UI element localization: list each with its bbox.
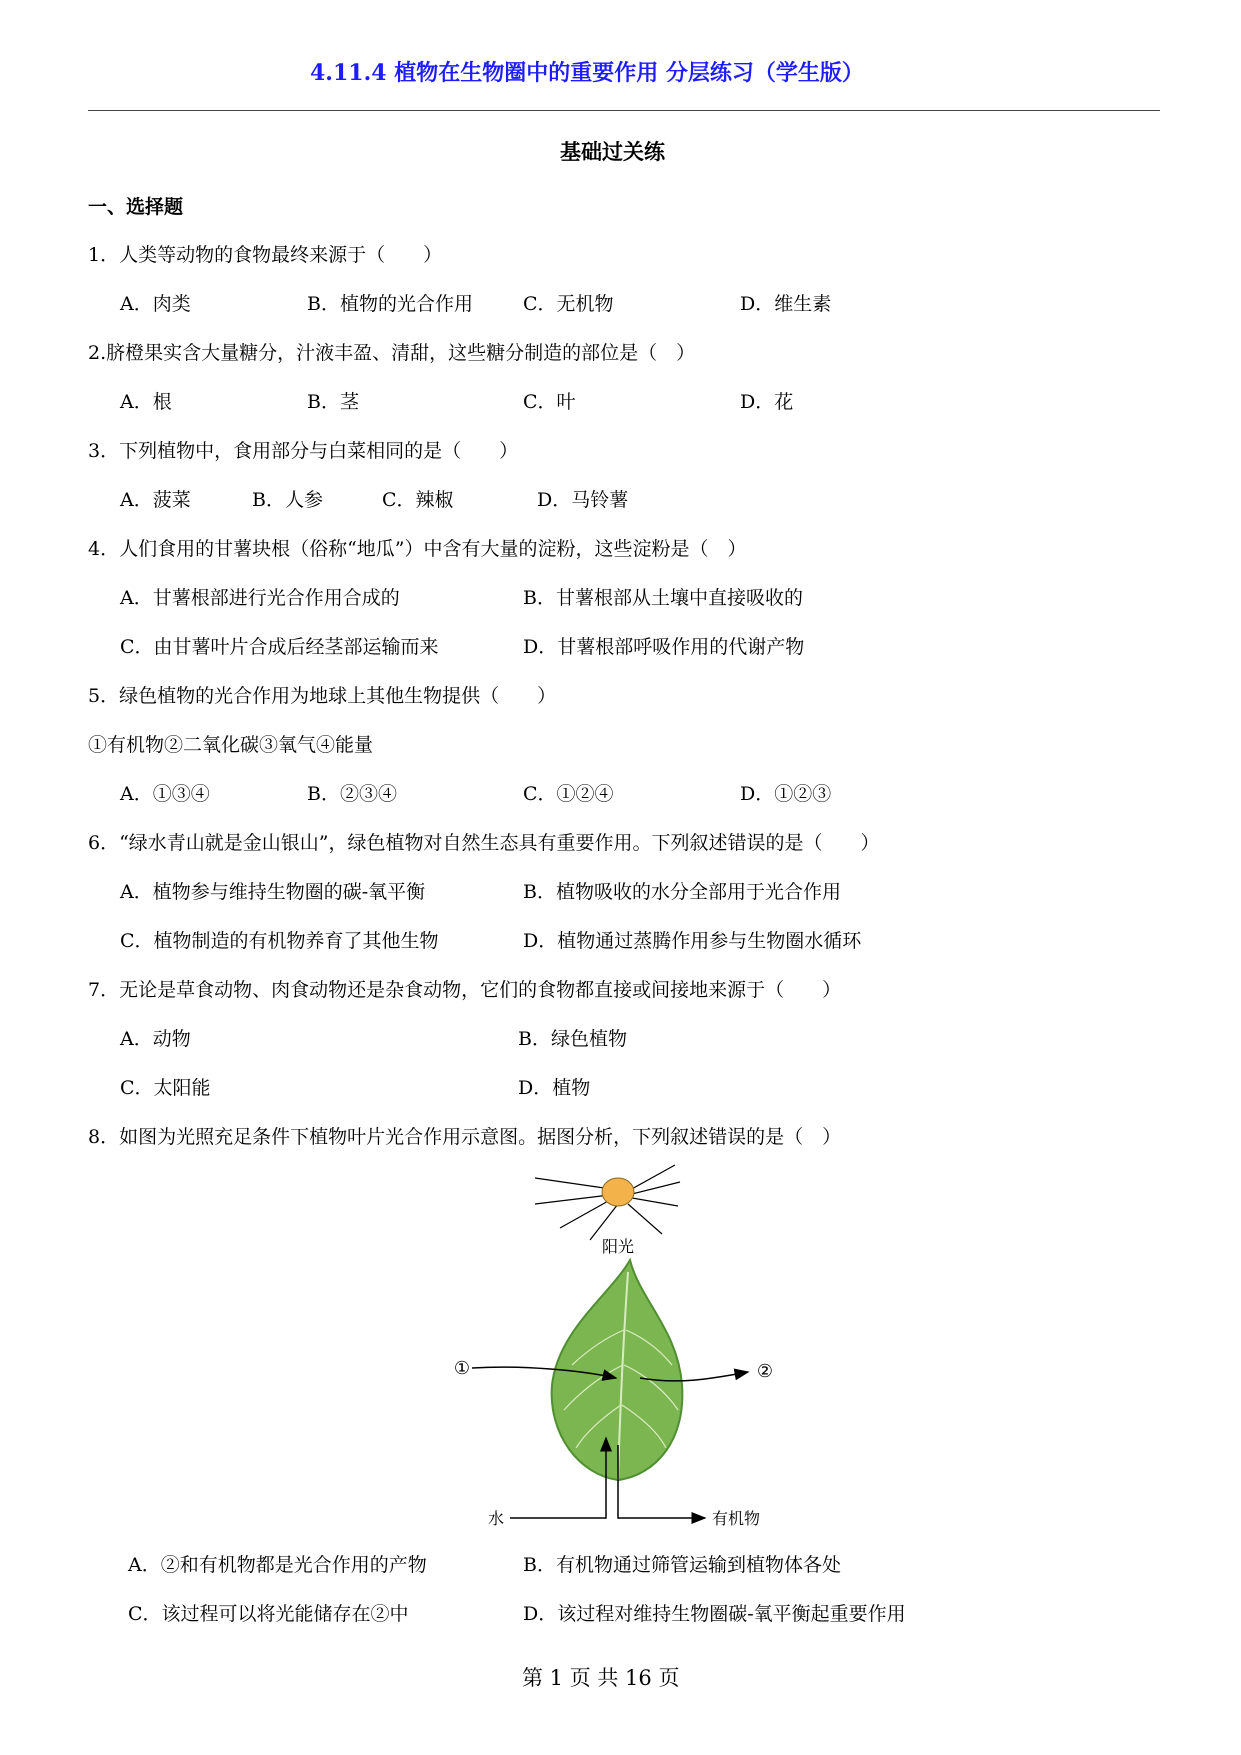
input-label: ① [453, 1358, 471, 1379]
leaf-icon [552, 1260, 683, 1480]
question-8-option-b[interactable]: B．有机物通过筛管运输到植物体各处 [523, 1554, 841, 1576]
question-7-option-a[interactable]: A．动物 [120, 1028, 191, 1050]
question-6-option-a[interactable]: A．植物参与维持生物圈的碳-氧平衡 [120, 881, 426, 903]
question-6-option-b[interactable]: B．植物吸收的水分全部用于光合作用 [523, 881, 841, 903]
question-5-option-b[interactable]: B．②③④ [307, 783, 397, 805]
question-6-option-d[interactable]: D．植物通过蒸腾作用参与生物圈水循环 [523, 930, 862, 952]
question-3-option-c[interactable]: C．辣椒 [382, 489, 454, 511]
document-title: 4.11.4 植物在生物圈中的重要作用 分层练习（学生版） [310, 60, 864, 86]
question-5-option-c[interactable]: C．①②④ [523, 783, 614, 805]
question-3-option-d[interactable]: D．马铃薯 [537, 489, 629, 511]
question-7-option-b[interactable]: B．绿色植物 [518, 1028, 627, 1050]
question-1-option-a[interactable]: A．肉类 [120, 293, 191, 315]
question-4-option-c[interactable]: C．由甘薯叶片合成后经茎部运输而来 [120, 636, 439, 658]
question-8-stem: 8．如图为光照充足条件下植物叶片光合作用示意图。据图分析，下列叙述错误的是（ ） [88, 1126, 842, 1148]
organic-label: 有机物 [712, 1509, 761, 1528]
output-label: ② [756, 1361, 774, 1382]
photosynthesis-figure [440, 1160, 800, 1540]
question-8-option-a[interactable]: A．②和有机物都是光合作用的产物 [128, 1554, 427, 1576]
question-7-option-c[interactable]: C．太阳能 [120, 1077, 211, 1099]
question-1-stem: 1．人类等动物的食物最终来源于（ ） [88, 244, 443, 266]
question-2-option-b[interactable]: B．茎 [307, 391, 359, 413]
question-2-stem: 2.脐橙果实含大量糖分，汁液丰盈、清甜，这些糖分制造的部位是（ ） [88, 342, 696, 364]
question-4-option-a[interactable]: A．甘薯根部进行光合作用合成的 [120, 587, 400, 609]
question-1-option-d[interactable]: D．维生素 [740, 293, 832, 315]
part-heading: 一、选择题 [88, 196, 184, 218]
question-1-option-b[interactable]: B．植物的光合作用 [307, 293, 473, 315]
question-4-stem: 4．人们食用的甘薯块根（俗称“地瓜”）中含有大量的淀粉，这些淀粉是（ ） [88, 538, 747, 560]
question-5-option-a[interactable]: A．①③④ [120, 783, 210, 805]
question-3-option-a[interactable]: A．菠菜 [120, 489, 191, 511]
question-4-option-d[interactable]: D．甘薯根部呼吸作用的代谢产物 [523, 636, 805, 658]
question-3-option-b[interactable]: B．人参 [252, 489, 323, 511]
question-6-stem: 6．“绿水青山就是金山银山”，绿色植物对自然生态具有重要作用。下列叙述错误的是（ ） [88, 832, 880, 854]
question-2-option-c[interactable]: C．叶 [523, 391, 576, 413]
question-8-option-d[interactable]: D．该过程对维持生物圈碳-氧平衡起重要作用 [523, 1603, 906, 1625]
question-2-option-d[interactable]: D．花 [740, 391, 794, 413]
question-7-stem: 7．无论是草食动物、肉食动物还是杂食动物，它们的食物都直接或间接地来源于（ ） [88, 979, 842, 1001]
question-5-option-d[interactable]: D．①②③ [740, 783, 832, 805]
sun-icon [535, 1165, 680, 1240]
water-label: 水 [487, 1509, 505, 1528]
section-heading: 基础过关练 [560, 139, 665, 164]
question-1-option-c[interactable]: C．无机物 [523, 293, 614, 315]
question-4-option-b[interactable]: B．甘薯根部从土壤中直接吸收的 [523, 587, 803, 609]
page-footer: 第 1 页 共 16 页 [522, 1666, 680, 1690]
header-divider [88, 110, 1160, 111]
question-5-stem: 5．绿色植物的光合作用为地球上其他生物提供（ ） [88, 685, 557, 707]
question-5-substem: ①有机物②二氧化碳③氧气④能量 [88, 734, 374, 756]
question-7-option-d[interactable]: D．植物 [518, 1077, 591, 1099]
sun-label: 阳光 [601, 1237, 635, 1256]
question-6-option-c[interactable]: C．植物制造的有机物养育了其他生物 [120, 930, 439, 952]
question-2-option-a[interactable]: A．根 [120, 391, 172, 413]
question-8-option-c[interactable]: C．该过程可以将光能储存在②中 [128, 1603, 409, 1625]
question-3-stem: 3．下列植物中，食用部分与白菜相同的是（ ） [88, 440, 519, 462]
